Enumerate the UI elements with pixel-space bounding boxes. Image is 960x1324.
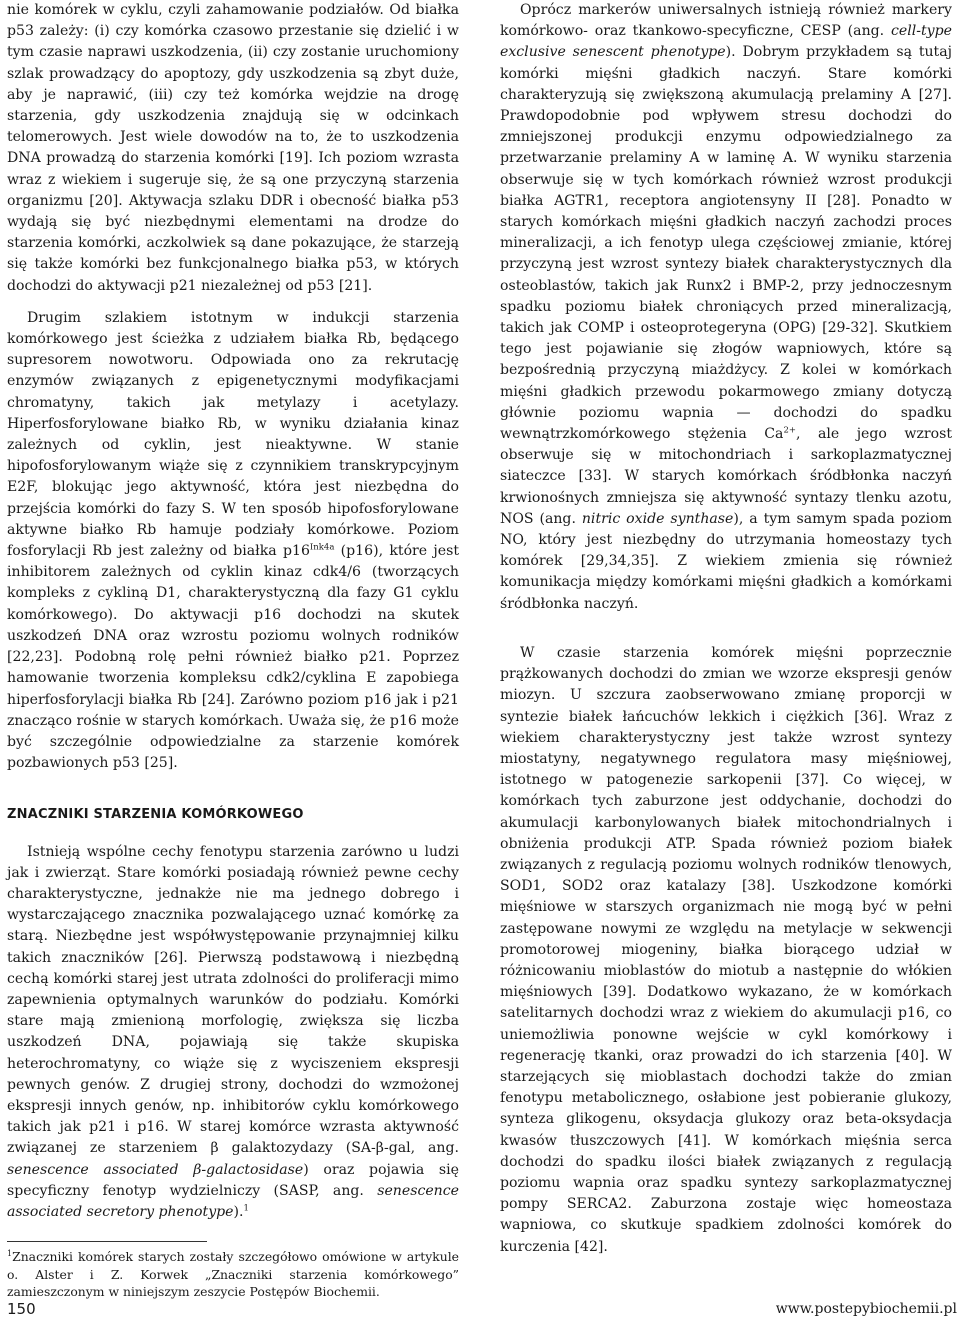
- calcium-superscript: 2+: [783, 425, 796, 436]
- paragraph-markers-text-2: ) oraz pojawia się specyficzny fenotyp wydzielniczy (SASP, ang.: [7, 1161, 459, 1199]
- paragraph-specific-text-2: ). Dobrym przykładem są tutaj komórki mięśni gładkich naczyń. Stare komórki charakteryzują się zwiększoną akumulacją prelaminy A [27]. Prawdopodobnie pod wpływem stresu dochodzi do zmniejszonej produkcji enzymu odpowiedzialnego za przetwarzanie prelaminy A w laminę A. W wyniku starzenia obserwuje się w tych komórkach również wzrost produkcji białka AGTR1, receptora angiotensyny II [28]. Ponadto w starych komórkach mięśni gładkich naczyń zachodzi proces mineralizacji, a ich fenotyp ulega częściowej zmianie, której przyczyną jest wzrost syntezy białek charakterystycznych dla osteoblastów, takich jak Runx2 i BMP-2, przy jednoczesnym spadku poziomu białek chroniących przed mineralizacją, takich jak COMP i osteoprotegeryna (OPG) [29-32]. Skutkiem tego jest pojawianie się złogów wapniowych, które są bezpośrednią przyczyną miażdżycy. Z kolei w komórkach mięśni gładkich przewodu pokarmowego zmiany dotyczą głównie poziomu wapnia — dochodzi do spadku wewnątrzkomórkowego stężenia Ca: [500, 44, 952, 443]
- paragraph-markers-italic-1: senescence associated β-galactosidase: [7, 1161, 304, 1178]
- footnote-divider: [7, 1241, 207, 1242]
- section-heading: ZNACZNIKI STARZENIA KOMÓRKOWEGO: [7, 807, 304, 823]
- journal-website: www.postepybiochemii.pl: [775, 1301, 957, 1317]
- ink4a-superscript: Ink4a: [309, 542, 335, 553]
- left-column: [7, 0, 459, 1301]
- footnote: [7, 1248, 459, 1301]
- paragraph-rb-text-1: Drugim szlakiem istotnym w indukcji starzenia komórkowego jest ścieżka z udziałem białka Rb, będącego supresorem nowotworu. Odpowiada ono za rekrutację enzymów związanych z epigenetycznymi modyfikacjami chromatyny, takich jak metylazy i acetylazy. Hiperfosforylowane białko Rb, w wyniku działania kinaz zależnych od cyklin, jest nieaktywne. W stanie hipofosforylowanym wiąże się z czynnikiem transkrypcyjnym E2F, blokując jego aktywność, która jest niezbędna do przejścia komórki do fazy S. W ten sposób hipofosforylowane aktywne białko Rb hamuje podziały komórkowe. Poziom fosforylacji Rb jest zależny od białka p16: [7, 309, 459, 560]
- paragraph-specific-italic-1: cell-type exclusive senescent phenotype: [500, 23, 952, 61]
- paragraph-rb-pathway: [7, 308, 459, 774]
- right-column: [500, 0, 952, 1258]
- paragraph-rb-text-2: (p16), które jest inhibitorem zależnych od cyklin kinaz cdk4/6 (tworzących kompleks z cykliną D1, charakterystyczną dla fazy G1 cyklu komórkowego). Do aktywacji p16 dochodzi na skutek uszkodzeń DNA oraz wzrostu poziomu wolnych rodników [22,23]. Podobną rolę pełni również białko p21. Poprzez hamowanie tworzenia kompleksu cdk2/cyklina E zapobiega hiperfosforylacji białka Rb [24]. Zarówno poziom p16 jak i p21 znacząco rośnie w starych komórkach. Uważa się, że p16 może być szczególnie odpowiedzialne za starzenie komórek pozbawionych p53 [25].: [7, 543, 460, 772]
- paragraph-markers-italic-2: senescence associated secretory phenotype: [7, 1182, 459, 1220]
- paragraph-specific-text-4: ), a tym samym spada poziom NO, który jest niezbędny do utrzymania homeostazy tych komórek [29,34,35]. Z wiekiem zmienia się również komunikacja między komórkami mięśni gładkich a komórkami śródbłonka naczyń.: [500, 510, 953, 612]
- paragraph-markers-text-1: Istnieją wspólne cechy fenotypu starzenia zarówno u ludzi jak i zwierząt. Stare komórki posiadają również pewne cechy charakterystyczne, jednakże nie ma jednego dobrego i wystarczającego znacznika pozwalającego uznać komórkę za starą. Niezbędne jest współwystępowanie przynajmniej kilku takich znaczników [26]. Pierwszą podstawową i niezbędną cechą komórki starej jest utrata zdolności do proliferacji mimo zapewnienia optymalnych warunków do podziału. Komórki stare mają zmienioną morfologię, zwiększa się liczba uszkodzeń DNA, pojawiają się także skupiska heterochromatyny, co wiąże się z wyciszeniem ekspresji pewnych genów. Z drugiej strony, dochodzi do wzmożonej ekspresji innych genów, np. inhibitorów cyklu komórkowego takich jak p21 i p16. W starej komórce wzrasta aktywność związanej ze starzeniem β galaktozydazy (SA-β-gal, ang.: [7, 843, 459, 1157]
- page-number: 150: [7, 1300, 36, 1318]
- paragraph-muscle-aging: W czasie starzenia komórek mięśni poprzecznie prążkowanych dochodzi do zmian we wzorze ekspresji genów miozyn. U szczura zaobserwowano zmianę proporcji w syntezie białek łańcuchów lekkich i ciężkich [36]. Wraz z wiekiem charakterystyczny jest także wzrost syntezy miostatyny, negatywnego regulatora masy mięśniowej, istotnego w patogenezie sarkopenii [37]. Co więcej, w komórkach tych zaburzone jest oddychanie, dochodzi do akumulacji karbonylowanych białek mitochondrialnych i obniżenia produkcji ATP. Spada również poziom białek związanych z regulacją poziomu wolnych rodników tlenowych, SOD1, SOD2 oraz katalazy [38]. Uszkodzone komórki mięśniowe w starszych organizmach nie mogą być w pełni zastępowane nowymi ze względu na metylacje w sekwencji promotorowej miogeniny, białka biorącego udział w różnicowaniu mioblastów do miotub a następnie do włókien mięśniowych [39]. Dodatkowo wykazano, że w komórkach satelitarnych dochodzi wraz z wiekiem do akumulacji p16, co uniemożliwia ponowne wejście w cykl komórkowy i regenerację tkanki, oraz prowadzi do ich starzenia [40]. W starzejących się mioblastach dochodzi także do zmian fenotypu metabolicznego, osłabione jest pobieranie glukozy, synteza glikogenu, oksydacja glukozy oraz beta-oksydacja kwasów tłuszczowych [41]. W komórkach mięśnia serca dochodzi do spadku ilości białek związanych z regulacją poziomu wapnia oraz spadku syntezy sarkoplazmatycznej pompy SERCA2. Zaburzona zostaje więc homeostaza wapniowa, co skutkuje spadkiem zdolności komórek do kurczenia [42].: [500, 644, 952, 1255]
- paragraph-markers-text-3: ).: [233, 1203, 244, 1220]
- paragraph-specific-italic-2: nitric oxide synthase: [581, 510, 734, 527]
- paragraph-specific-text-1: Oprócz markerów uniwersalnych istnieją również markery komórkowo- oraz tkankowo-specyficzne, CESP (ang.: [500, 2, 952, 40]
- paragraph-specific-markers: [500, 0, 952, 615]
- footnote-marker: 1: [7, 1249, 13, 1259]
- paragraph-markers: [7, 842, 459, 1224]
- paragraph-p53: nie komórek w cyklu, czyli zahamowanie podziałów. Od białka p53 zależy: (i) czy komórka czasowo przestanie się dzielić i w tym czasie naprawi uszkodzenia, (ii) czy zostanie uruchomiony szlak prowadzący do apoptozy, gdy uszkodzenia są zbyt duże, aby je naprawić, (iii) czy też komórka wejdzie na drogę starzenia, gdy uszkodzenia znajdują się w odcinkach telomerowych. Jest wiele dowodów na to, że to uszkodzenia DNA prowadzą do starzenia komórki [19]. Ich poziom wzrasta wraz z wiekiem i sugeruje się, że są one przyczyną starzenia organizmu [20]. Aktywacja szlaku DDR i obecność białka p53 wydają się być niezbędnymi elementami na drodze do starzenia komórki, aczkolwiek są dane pokazujące, że starzeją się także komórki bez funkcjonalnego białka p53, w których dochodzi do aktywacji p21 niezależnej od p53 [21].: [7, 2, 459, 294]
- paragraph-specific-text-3: , ale jego wzrost obserwuje się w mitochondriach i sarkoplazmatycznej siateczce [33]. W starych komórkach śródbłonka naczyń krwionośnych zmniejsza się aktywność syntazy tlenku azotu, NOS (ang.: [500, 426, 952, 527]
- footnote-reference: 1: [243, 1203, 249, 1214]
- footnote-text: Znaczniki komórek starych zostały szczegółowo omówione w artykule o. Alster i Z. Korwek „Znaczniki starzenia komórkowego” zamieszczonym w niniejszym zeszycie Postępów Biochemii.: [7, 1249, 459, 1300]
